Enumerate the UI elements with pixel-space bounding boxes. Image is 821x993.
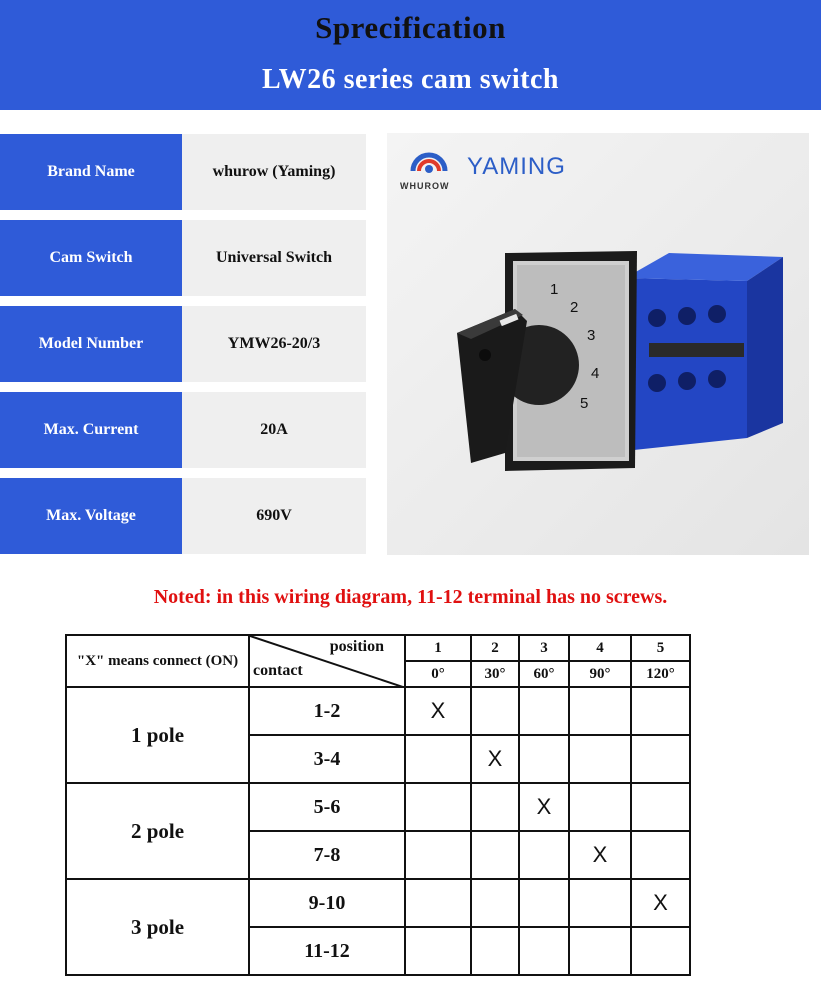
contact-state-cell	[519, 831, 569, 879]
dial-number: 5	[580, 395, 589, 412]
contact-state-cell: X	[631, 879, 690, 927]
pole-label: 1 pole	[66, 687, 249, 783]
spec-label: Max. Current	[0, 392, 182, 468]
spec-row-model	[0, 306, 366, 382]
contact-state-cell	[471, 879, 519, 927]
dial-number: 3	[587, 327, 596, 344]
position-angle: 60°	[519, 661, 569, 687]
spec-label: Cam Switch	[0, 220, 182, 296]
dial-number: 1	[550, 281, 559, 298]
spec-value: Universal Switch	[182, 220, 366, 296]
contact-state-cell	[631, 927, 690, 975]
spec-label: Brand Name	[0, 134, 182, 210]
contact-state-cell	[519, 687, 569, 735]
spec-value: whurow (Yaming)	[182, 134, 366, 210]
brand-logo-text: YAMING	[467, 153, 566, 180]
contact-label-cell: 3-4	[249, 735, 405, 783]
contact-state-cell	[471, 927, 519, 975]
table-row	[66, 687, 690, 735]
spec-row-cam-switch	[0, 220, 366, 296]
product-photo	[387, 133, 809, 555]
pole-label: 3 pole	[66, 879, 249, 975]
contact-state-cell: X	[405, 687, 471, 735]
contact-state-cell	[631, 687, 690, 735]
contact-state-cell	[519, 735, 569, 783]
wiring-note: Noted: in this wiring diagram, 11-12 terminal has no screws.	[153, 586, 668, 608]
contact-label-cell: 5-6	[249, 783, 405, 831]
position-number: 4	[569, 635, 631, 661]
dial-number: 2	[570, 299, 579, 316]
contact-label-cell: 7-8	[249, 831, 405, 879]
position-angle: 120°	[631, 661, 690, 687]
spec-value: 20A	[182, 392, 366, 468]
contact-state-cell	[405, 735, 471, 783]
position-number: 2	[471, 635, 519, 661]
legend-cell: "X" means connect (ON)	[66, 635, 249, 687]
contact-state-cell	[569, 735, 631, 783]
dial-number: 4	[591, 365, 600, 382]
contact-state-cell	[631, 783, 690, 831]
contact-state-cell	[569, 927, 631, 975]
contact-state-cell: X	[519, 783, 569, 831]
contact-label-cell: 11-12	[249, 927, 405, 975]
spec-label: Model Number	[0, 306, 182, 382]
contact-state-cell	[631, 735, 690, 783]
table-row	[66, 879, 690, 927]
spec-row-current	[0, 392, 366, 468]
contact-state-cell	[519, 927, 569, 975]
page-title: Sprecification	[315, 10, 506, 45]
pole-label: 2 pole	[66, 783, 249, 879]
spec-row-brand	[0, 134, 366, 210]
header-banner	[0, 0, 821, 110]
contact-label-cell: 1-2	[249, 687, 405, 735]
contact-label-cell: 9-10	[249, 879, 405, 927]
contact-state-cell	[569, 687, 631, 735]
position-contact-header	[249, 635, 405, 687]
position-number: 3	[519, 635, 569, 661]
position-label: position	[329, 638, 384, 655]
contact-state-cell	[405, 783, 471, 831]
contact-state-cell	[405, 927, 471, 975]
contact-state-cell	[471, 783, 519, 831]
position-angle: 30°	[471, 661, 519, 687]
table-row	[66, 783, 690, 831]
spec-label: Max. Voltage	[0, 478, 182, 554]
position-angle: 90°	[569, 661, 631, 687]
brand-logo-sub: WHUROW	[400, 181, 450, 191]
contact-state-cell	[471, 687, 519, 735]
contact-state-cell: X	[471, 735, 519, 783]
contact-state-cell	[405, 879, 471, 927]
contact-state-cell: X	[569, 831, 631, 879]
page-subtitle: LW26 series cam switch	[262, 64, 559, 95]
contact-state-cell	[631, 831, 690, 879]
spec-value: 690V	[182, 478, 366, 554]
wiring-table	[65, 634, 691, 976]
spec-row-voltage	[0, 478, 366, 554]
contact-state-cell	[569, 783, 631, 831]
position-number: 1	[405, 635, 471, 661]
position-number: 5	[631, 635, 690, 661]
contact-state-cell	[519, 879, 569, 927]
cam-switch-illustration	[387, 133, 809, 555]
spec-value: YMW26-20/3	[182, 306, 366, 382]
contact-state-cell	[471, 831, 519, 879]
position-angle: 0°	[405, 661, 471, 687]
contact-state-cell	[405, 831, 471, 879]
contact-label: contact	[253, 662, 303, 679]
contact-state-cell	[569, 879, 631, 927]
